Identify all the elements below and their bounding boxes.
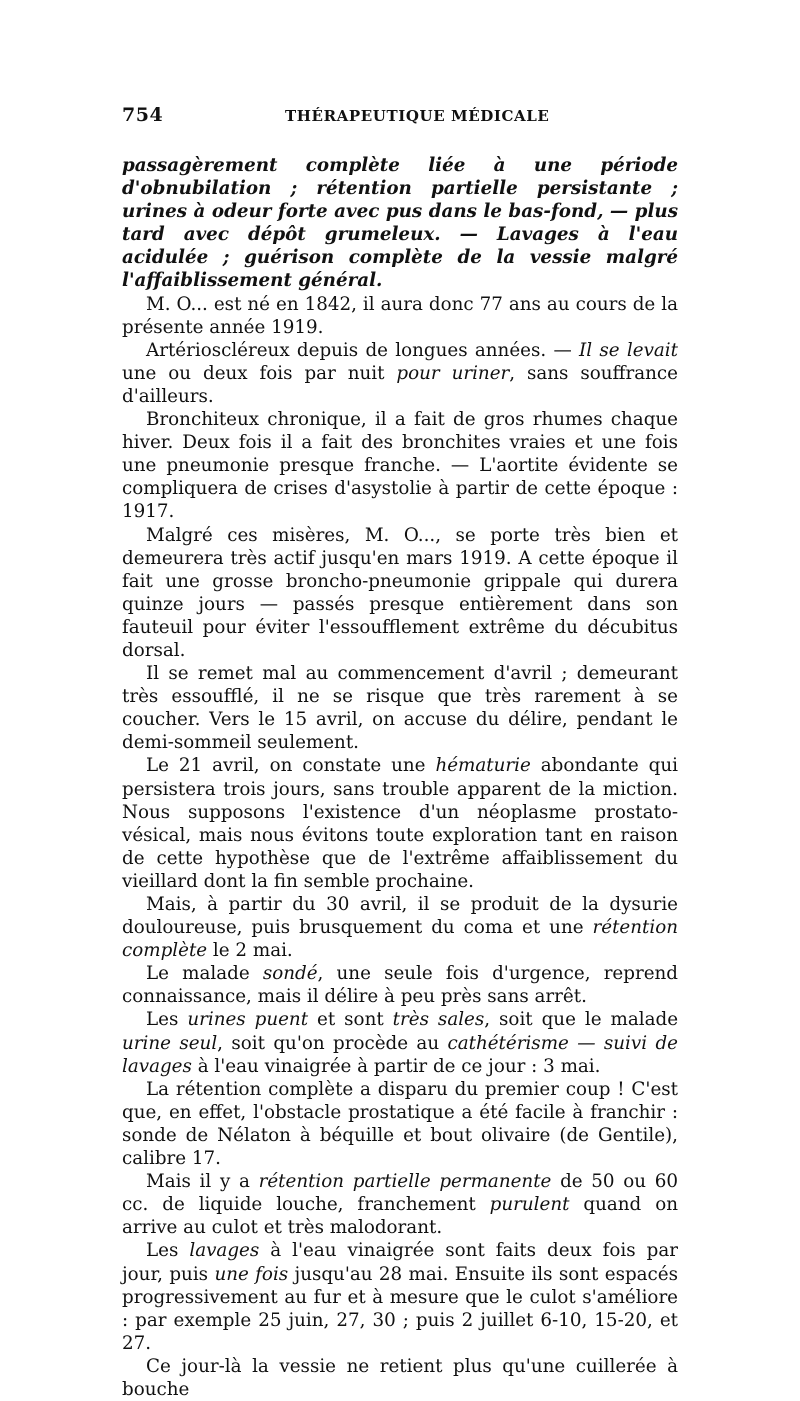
italic-text: une fois: [214, 1263, 289, 1285]
paragraph-hematuria: [122, 754, 678, 893]
text-run: Bronchiteux chronique, il a fait de gros rhumes chaque hiver. Deux fois il a fait des bronchites vraies et une fois une pneumonie presque franche. — L'aortite évidente se compliquera de crises d'asystolie à partir de cette époque : 1917.: [122, 409, 678, 523]
page-number: 754: [122, 104, 164, 126]
italic-text: sondé: [262, 963, 318, 985]
text-run: Mais, à partir du 30 avril, il se produit de la dysurie douloureuse, puis brusquement du coma et une: [122, 894, 678, 939]
text-run: quand on arrive au culot et très malodorant.: [122, 1194, 678, 1239]
text-run: , soit que le malade: [484, 1009, 679, 1031]
page-header: [122, 104, 682, 128]
paragraph-arteriosclerosis: [122, 339, 678, 408]
italic-text: urines puent: [187, 1009, 309, 1031]
text-run: , une seule fois d'urgence, reprend connaissance, mais il délire à peu près sans arrêt.: [122, 963, 678, 1008]
italic-text: cathétérisme — suivi de lavages: [122, 1032, 678, 1077]
text-run: le 2 mai.: [207, 940, 293, 962]
italic-text: Il se levait: [579, 339, 678, 361]
italic-text: hématurie: [435, 755, 531, 777]
text-run: Les: [146, 1240, 190, 1262]
text-run: à l'eau vinaigrée sont faits deux fois par jour, puis: [122, 1240, 678, 1285]
text-run: à l'eau vinaigrée à partir de ce jour : 3 mai.: [191, 1055, 601, 1077]
italic-text: rétention partielle permanente: [258, 1171, 552, 1193]
paragraph-catheterization: [122, 962, 678, 1008]
text-run: jusqu'au 28 mai. Ensuite ils sont espacés progressivement au fur et à mesure que le culot s'améliore : par exemple 25 juin, 27, 30 ; puis 2 juillet 6-10, 15-20, et 27.: [122, 1263, 678, 1354]
text-run: de 50 ou 60 cc. de liquide louche, franchement: [122, 1171, 679, 1216]
text-run: Ce jour-là la vessie ne retient plus qu'une cuillerée à bouche: [122, 1355, 678, 1400]
running-title: THÉRAPEUTIQUE MÉDICALE: [285, 107, 550, 125]
body-text: [122, 154, 678, 1401]
paragraph-bronchitis: [122, 408, 678, 523]
text-run: Il se remet mal au commencement d'avril ; demeurant très essoufflé, il ne se risque que très rarement à se coucher. Vers le 15 avril, on accuse du délire, pendant le demi-sommeil seulement.: [122, 663, 678, 754]
paragraph-case-summary: [122, 154, 678, 293]
italic-text: passagèrement complète liée à une période d'obnubilation ; rétention partielle persistante ; urines à odeur forte avec pus dans le bas-fond, — plus tard avec dépôt grumeleux. — Lavages à l'eau acidulée ; guérison complète de la vessie malgré l'affaiblissement général.: [122, 155, 678, 292]
paragraph-retention-resolved: [122, 1078, 678, 1170]
text-run: Le 21 avril, on constate une: [146, 755, 436, 777]
italic-text: urine seul: [122, 1032, 218, 1054]
text-run: , sans souffrance d'ailleurs.: [122, 362, 678, 407]
italic-text: purulent: [489, 1194, 570, 1216]
text-run: Les: [146, 1009, 188, 1031]
paragraph-delirium: [122, 662, 678, 754]
text-run: M. O... est né en 1842, il aura donc 77 ans au cours de la présente année 1919.: [122, 293, 678, 338]
paragraph-patient-age: [122, 293, 678, 339]
italic-text: lavages: [189, 1240, 260, 1262]
paragraph-lavages-schedule: [122, 1239, 678, 1354]
paragraph-partial-retention: [122, 1170, 678, 1239]
text-run: Le malade: [146, 963, 263, 985]
text-run: une ou deux fois par nuit: [122, 362, 397, 384]
text-run: abondante qui persistera trois jours, sans trouble apparent de la miction. Nous supposons l'existence d'un néoplasme prostato-vésical, mais nous évitons toute exploration tant en raison de cette hypothèse que de l'extrême affaiblissement du vieillard dont la fin semble prochaine.: [122, 755, 678, 892]
italic-text: pour uriner: [396, 362, 510, 384]
paragraph-final-line: [122, 1355, 678, 1401]
paragraph-bronchopneumonia: [122, 524, 678, 663]
italic-text: très sales: [392, 1009, 485, 1031]
text-run: La rétention complète a disparu du premier coup ! C'est que, en effet, l'obstacle prostatique a été facile à franchir : sonde de Nélaton à béquille et bout olivaire (de Gentile), calibre 17.: [122, 1078, 678, 1170]
text-run: Artérioscléreux depuis de longues années. —: [146, 339, 580, 361]
text-run: , soit qu'on procède au: [217, 1032, 448, 1054]
paragraph-urine-condition: [122, 1008, 678, 1077]
text-run: et sont: [308, 1009, 393, 1031]
paragraph-dysuria: [122, 893, 678, 962]
text-run: Mais il y a: [146, 1171, 259, 1193]
italic-text: rétention complète: [122, 917, 678, 962]
text-run: Malgré ces misères, M. O..., se porte très bien et demeurera très actif jusqu'en mars 1919. A cette époque il fait une grosse broncho-pneumonie grippale qui durera quinze jours — passés presque entièrement dans son fauteuil pour éviter l'essoufflement extrême du décubitus dorsal.: [122, 524, 678, 661]
